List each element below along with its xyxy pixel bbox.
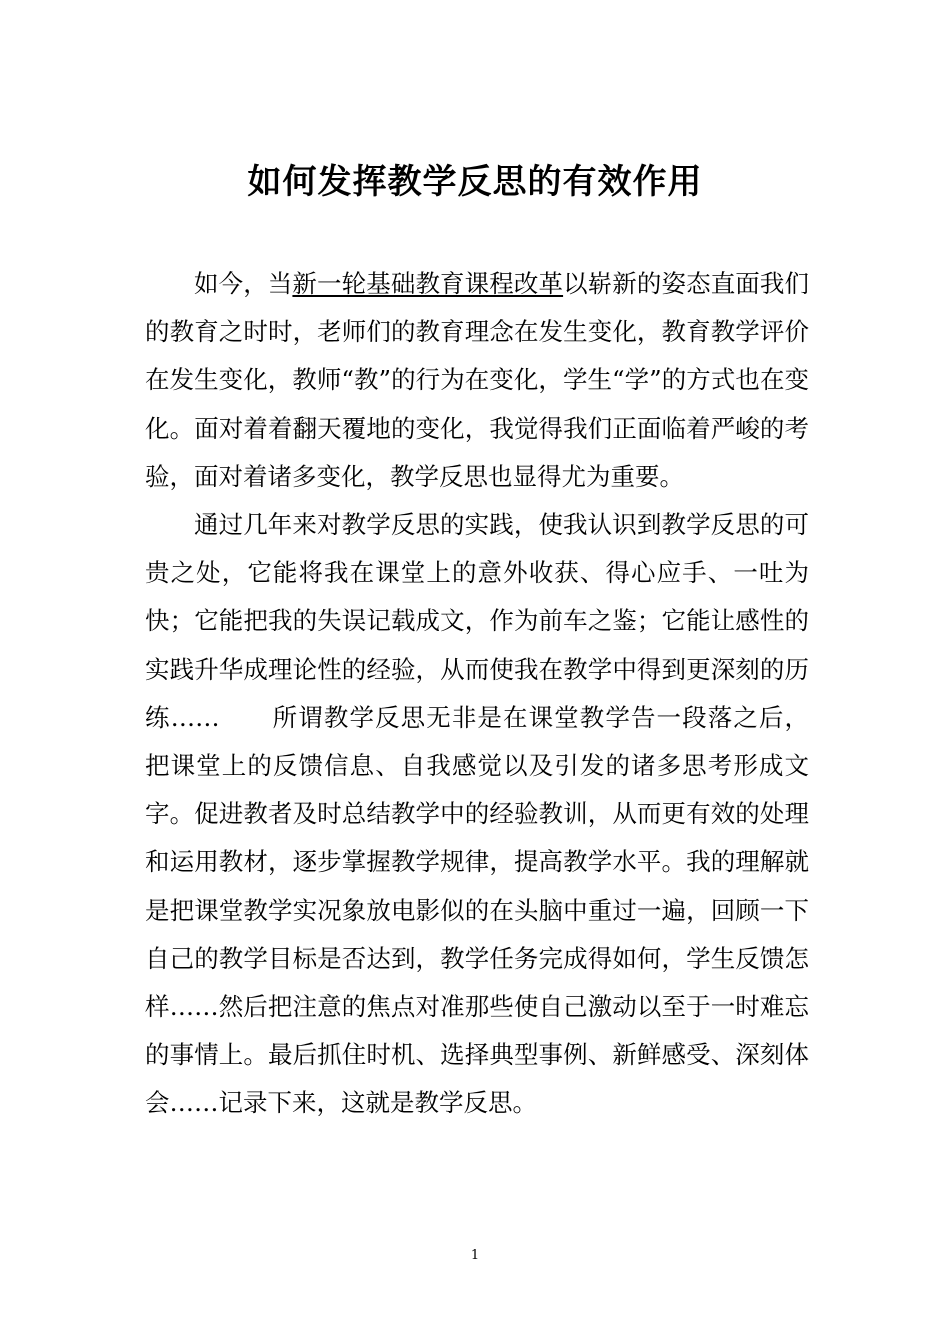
- document-body: [145, 260, 809, 1128]
- paragraph-1-intro: 如今，当: [194, 269, 293, 298]
- paragraph-1: [145, 260, 809, 501]
- paragraph-2-part-1: 通过几年来对教学反思的实践，使我认识到教学反思的可贵之处，它能将我在课堂上的意外收获、得心应手、一吐为快；它能把我的失误记载成文，作为前车之鉴；它能让感性的实践升华成理论性的经验，从而使我在教学中得到更深刻的历练……: [145, 510, 809, 732]
- underlined-phrase: 新一轮基础教育课程改革: [292, 269, 564, 298]
- page-number: 1: [470, 1248, 480, 1263]
- paragraph-2: [145, 501, 809, 1128]
- document-title: 如何发挥教学反思的有效作用: [247, 162, 703, 202]
- paragraph-1-rest: 以崭新的姿态直面我们的教育之时时，老师们的教育理念在发生变化，教育教学评价在发生变化，教师“教”的行为在变化，学生“学”的方式也在变化。面对着着翻天覆地的变化，我觉得我们正面临着严峻的考验，面对着诸多变化，教学反思也显得尤为重要。: [145, 269, 810, 491]
- paragraph-2-part-2: 所谓教学反思无非是在课堂教学告一段落之后，把课堂上的反馈信息、自我感觉以及引发的诸多思考形成文字。促进教者及时总结教学中的经验教训，从而更有效的处理和运用教材，逐步掌握教学规律，提高教学水平。我的理解就是把课堂教学实况象放电影似的在头脑中重过一遍，回顾一下自己的教学目标是否达到，教学任务完成得如何，学生反馈怎样……然后把注意的焦点对准那些使自己激动以至于一时难忘的事情上。最后抓住时机、选择典型事例、新鲜感受、深刻体会……记录下来，这就是教学反思。: [145, 702, 810, 1118]
